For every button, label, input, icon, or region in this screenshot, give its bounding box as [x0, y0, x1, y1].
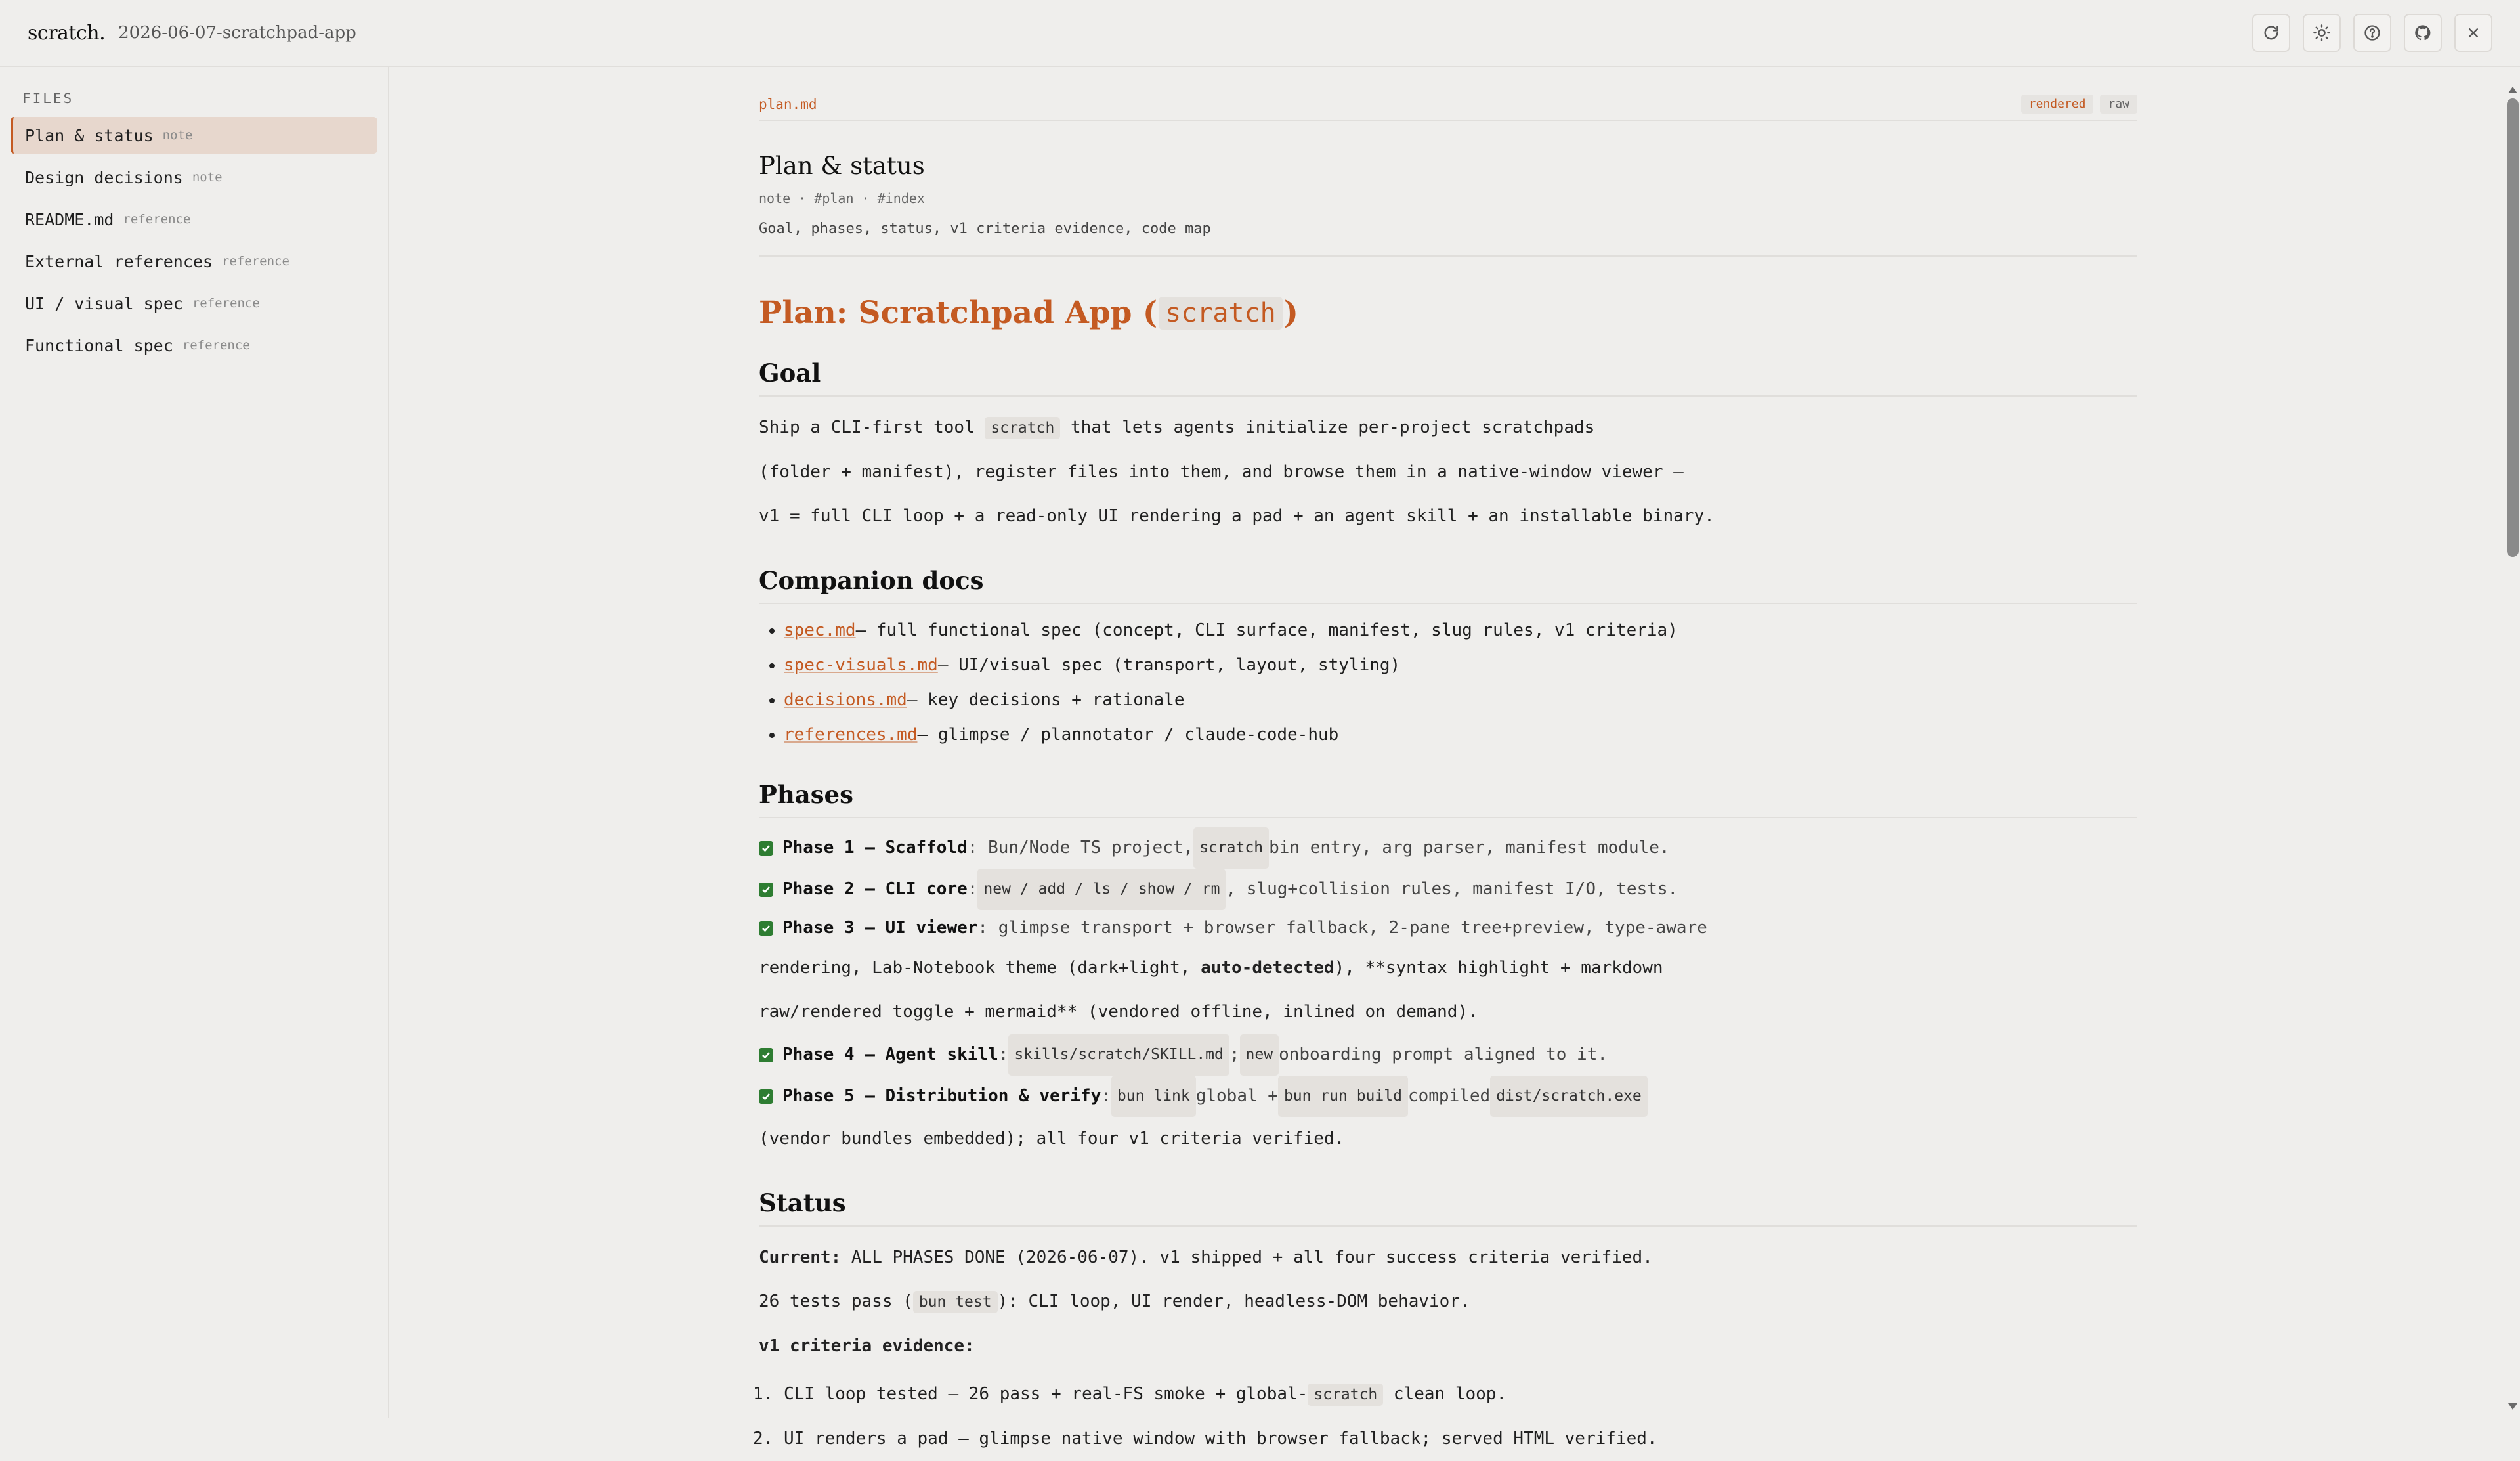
- raw-toggle[interactable]: raw: [2100, 95, 2137, 114]
- list-item: references.md — glimpse / plannotator / claude-code-hub: [759, 718, 2137, 752]
- heading-text: Plan: Scratchpad App (: [759, 295, 1158, 331]
- inline-code: scratch: [1193, 827, 1269, 869]
- phase-item: Phase 3 — UI viewer : glimpse transport + browser fallback, 2-pane tree+preview, type-aware: [759, 910, 2137, 946]
- sidebar-item-tag: reference: [221, 254, 289, 269]
- doc-header: [759, 95, 2137, 114]
- rendered-toggle[interactable]: rendered: [2021, 95, 2094, 114]
- phase-item: Phase 1 — Scaffold : Bun/Node TS project, scratch bin entry, arg parser, manifest module.: [759, 827, 2137, 869]
- sidebar-item-design-decisions[interactable]: [11, 159, 377, 196]
- heading-text: ): [1283, 295, 1298, 331]
- checkbox-checked-icon: [759, 921, 773, 936]
- phase-continuation: rendering, Lab-Notebook theme (dark+light, auto-detected), **syntax highlight + markdown: [759, 958, 1663, 978]
- sidebar-item-external-references[interactable]: [11, 243, 377, 280]
- section-heading-phases: Phases: [759, 780, 2137, 818]
- sun-icon: [2313, 24, 2331, 42]
- paragraph: (folder + manifest), register files into them, and browse them in a native-window viewer —: [759, 462, 1684, 482]
- doc-link[interactable]: spec-visuals.md: [784, 655, 938, 675]
- pad-name: 2026-06-07-scratchpad-app: [118, 23, 356, 43]
- sidebar-item-label: Design decisions: [25, 167, 183, 187]
- paragraph: v1 = full CLI loop + a read-only UI rendering a pad + an agent skill + an installable binary.: [759, 506, 1715, 526]
- inline-code: scratch: [985, 417, 1060, 439]
- note-meta: note · #plan · #index: [759, 190, 925, 206]
- sidebar-item-plan-status[interactable]: [11, 117, 377, 154]
- top-bar: [0, 0, 2520, 67]
- sidebar-item-readme[interactable]: [11, 201, 377, 238]
- help-icon: [2363, 24, 2381, 42]
- section-heading-companion-docs: Companion docs: [759, 566, 2137, 604]
- phase-item: Phase 2 — CLI core : new / add / ls / show / rm , slug+collision rules, manifest I/O, tests.: [759, 869, 2137, 910]
- checkbox-checked-icon: [759, 1048, 773, 1062]
- scrollbar-thumb[interactable]: [2507, 98, 2519, 557]
- list-item: spec.md — full functional spec (concept, CLI surface, manifest, slug rules, v1 criteria): [759, 613, 2137, 648]
- phase-continuation: raw/rendered toggle + mermaid** (vendored offline, inlined on demand).: [759, 1002, 1478, 1022]
- scroll-down-icon[interactable]: [2508, 1403, 2517, 1410]
- note-description: Goal, phases, status, v1 criteria evidence, code map: [759, 221, 1211, 237]
- phase-item: Phase 4 — Agent skill : skills/scratch/SKILL.md ; new onboarding prompt aligned to it.: [759, 1034, 2137, 1076]
- document: [759, 67, 2137, 1461]
- doc-heading: [759, 295, 2137, 331]
- preview-pane[interactable]: [389, 67, 2520, 1449]
- inline-code: skills/scratch/SKILL.md: [1008, 1034, 1229, 1076]
- inline-code: scratch: [1308, 1384, 1383, 1406]
- sidebar-item-label: External references: [25, 251, 213, 271]
- view-toggle: [2021, 95, 2137, 114]
- criteria-list: [759, 1372, 2137, 1461]
- scrollbar[interactable]: [2506, 67, 2520, 1418]
- inline-code: bun run build: [1278, 1076, 1408, 1117]
- inline-code: bun test: [913, 1291, 998, 1313]
- github-icon: [2414, 24, 2432, 42]
- doc-link[interactable]: decisions.md: [784, 690, 907, 710]
- paragraph: v1 criteria evidence:: [759, 1336, 975, 1356]
- phase-item: Phase 5 — Distribution & verify : bun link global + bun run build compiled dist/scratch.exe: [759, 1076, 2137, 1117]
- scroll-up-icon[interactable]: [2508, 87, 2517, 93]
- divider: [759, 120, 2137, 121]
- doc-link[interactable]: references.md: [784, 725, 918, 745]
- goal-section: [759, 406, 2137, 538]
- phases-list: [759, 827, 2137, 1161]
- app-brand: scratch.: [28, 21, 106, 45]
- sidebar-item-tag: note: [192, 170, 223, 185]
- divider: [759, 255, 2137, 257]
- section-heading-goal: Goal: [759, 359, 2137, 397]
- sidebar-item-tag: note: [162, 128, 193, 142]
- list-item: decisions.md — key decisions + rationale: [759, 683, 2137, 718]
- list-item: 2. UI renders a pad — glimpse native window with browser fallback; served HTML verified.: [784, 1417, 2137, 1461]
- section-heading-status: Status: [759, 1188, 2137, 1227]
- refresh-button[interactable]: [2252, 14, 2290, 52]
- note-title: Plan & status: [759, 152, 925, 180]
- doc-link[interactable]: spec.md: [784, 621, 856, 640]
- inline-code: bun link: [1111, 1076, 1196, 1117]
- sidebar-item-tag: reference: [123, 212, 191, 227]
- paragraph: Ship a CLI-first tool scratch that lets agents initialize per-project scratchpads: [759, 406, 2137, 450]
- sidebar-item-label: README.md: [25, 209, 114, 229]
- sidebar-item-label: Functional spec: [25, 336, 173, 355]
- inline-code: new / add / ls / show / rm: [977, 869, 1226, 910]
- help-button[interactable]: [2353, 14, 2391, 52]
- sidebar-item-label: UI / visual spec: [25, 294, 183, 313]
- companion-docs-list: [759, 613, 2137, 752]
- file-path: plan.md: [759, 96, 817, 112]
- inline-code: scratch: [1159, 297, 1283, 330]
- sidebar-item-label: Plan & status: [25, 125, 154, 145]
- inline-code: new: [1240, 1034, 1279, 1076]
- file-sidebar: [0, 67, 389, 1418]
- checkbox-checked-icon: [759, 841, 773, 856]
- sidebar-item-tag: reference: [192, 296, 260, 311]
- close-icon: [2464, 24, 2483, 42]
- list-item: spec-visuals.md — UI/visual spec (transport, layout, styling): [759, 648, 2137, 683]
- theme-toggle-button[interactable]: [2303, 14, 2341, 52]
- sidebar-item-functional-spec[interactable]: [11, 327, 377, 364]
- checkbox-checked-icon: [759, 883, 773, 897]
- sidebar-item-ui-visual-spec[interactable]: [11, 285, 377, 322]
- list-item: 1. CLI loop tested — 26 pass + real-FS smoke + global- scratch clean loop.: [784, 1372, 2137, 1417]
- sidebar-item-tag: reference: [182, 338, 250, 353]
- status-section: [759, 1236, 2137, 1461]
- paragraph: 26 tests pass ( bun test ): CLI loop, UI render, headless-DOM behavior.: [759, 1280, 2137, 1324]
- paragraph: Current: ALL PHASES DONE (2026-06-07). v1 shipped + all four success criteria verified.: [759, 1248, 1653, 1267]
- main-area: [0, 67, 2520, 1449]
- refresh-icon: [2262, 24, 2280, 42]
- inline-code: dist/scratch.exe: [1490, 1076, 1648, 1117]
- phase-continuation: (vendor bundles embedded); all four v1 criteria verified.: [759, 1129, 1345, 1148]
- checkbox-checked-icon: [759, 1089, 773, 1104]
- sidebar-title: FILES: [22, 91, 74, 106]
- github-button[interactable]: [2404, 14, 2442, 52]
- close-button[interactable]: [2454, 14, 2492, 52]
